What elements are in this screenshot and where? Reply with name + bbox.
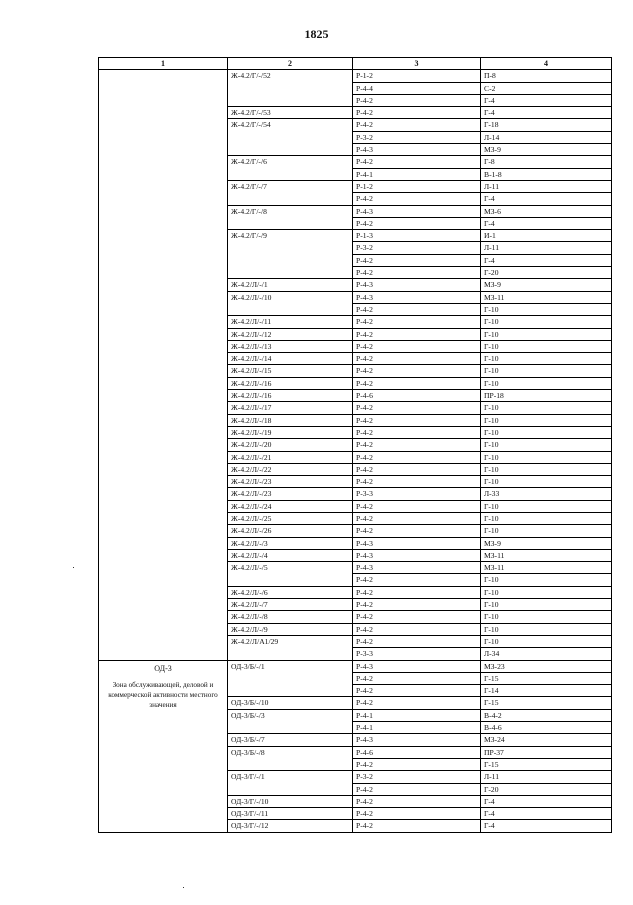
parameter-code-cell: ПР-37 bbox=[481, 746, 612, 758]
parameter-code-cell: Г-4 bbox=[481, 94, 612, 106]
regulation-code-cell: Р-4-6 bbox=[353, 390, 481, 402]
regulation-code-cell: Р-1-2 bbox=[353, 70, 481, 82]
header-row bbox=[99, 58, 612, 70]
parameter-code-cell: Г-14 bbox=[481, 685, 612, 697]
table-body bbox=[99, 70, 612, 832]
regulation-code-cell: Р-4-2 bbox=[353, 119, 481, 131]
parameter-code-cell: МЗ-11 bbox=[481, 291, 612, 303]
regulation-code-cell: Р-3-2 bbox=[353, 242, 481, 254]
parameter-code-cell: Г-4 bbox=[481, 820, 612, 832]
parameter-code-cell: Г-10 bbox=[481, 316, 612, 328]
parameter-code-cell: Г-10 bbox=[481, 586, 612, 598]
zone-cell bbox=[99, 660, 228, 832]
parameter-code-cell: Г-4 bbox=[481, 193, 612, 205]
regulation-code-cell: Р-4-2 bbox=[353, 500, 481, 512]
regulation-code-cell: Р-4-3 bbox=[353, 291, 481, 303]
zone-subcode-cell: Ж-4.2/Л/-/12 bbox=[228, 328, 353, 340]
regulation-code-cell: Р-4-2 bbox=[353, 107, 481, 119]
regulation-code-cell: Р-4-2 bbox=[353, 783, 481, 795]
zone-subcode-cell: ОД-3/Б/-/10 bbox=[228, 697, 353, 709]
parameter-code-cell: Г-4 bbox=[481, 107, 612, 119]
parameter-code-cell: Г-10 bbox=[481, 463, 612, 475]
parameter-code-cell: Л-33 bbox=[481, 488, 612, 500]
zone-cell bbox=[99, 70, 228, 660]
parameter-code-cell: Л-11 bbox=[481, 242, 612, 254]
zone-subcode-cell: Ж-4.2/Л/-/23 bbox=[228, 476, 353, 488]
regulation-code-cell: Р-4-2 bbox=[353, 365, 481, 377]
zone-subcode-cell: Ж-4.2/Л/-/26 bbox=[228, 525, 353, 537]
regulation-code-cell: Р-4-3 bbox=[353, 537, 481, 549]
regulation-code-cell: Р-4-2 bbox=[353, 611, 481, 623]
parameter-code-cell: Г-20 bbox=[481, 783, 612, 795]
regulation-code-cell: Р-4-1 bbox=[353, 168, 481, 180]
regulation-code-cell: Р-4-2 bbox=[353, 193, 481, 205]
zone-subcode-cell: Ж-4.2/Л/-/8 bbox=[228, 611, 353, 623]
regulation-code-cell: Р-4-2 bbox=[353, 254, 481, 266]
zoning-table bbox=[98, 57, 612, 833]
zone-subcode-cell: Ж-4.2/Л/-/11 bbox=[228, 316, 353, 328]
parameter-code-cell: Г-10 bbox=[481, 635, 612, 647]
regulation-code-cell: Р-4-2 bbox=[353, 451, 481, 463]
parameter-code-cell: МЗ-11 bbox=[481, 562, 612, 574]
zone-code: ОД-3 bbox=[154, 663, 172, 673]
column-header: 1 bbox=[99, 58, 228, 70]
zone-subcode-cell: Ж-4.2/Г/-/53 bbox=[228, 107, 353, 119]
regulation-code-cell: Р-4-2 bbox=[353, 94, 481, 106]
parameter-code-cell: Г-4 bbox=[481, 808, 612, 820]
zone-subcode-cell: Ж-4.2/Л/-/7 bbox=[228, 599, 353, 611]
regulation-code-cell: Р-4-6 bbox=[353, 746, 481, 758]
page-number: 1825 bbox=[304, 27, 329, 41]
parameter-code-cell: МЗ-23 bbox=[481, 660, 612, 672]
regulation-code-cell: Р-1-3 bbox=[353, 230, 481, 242]
regulation-code-cell: Р-3-3 bbox=[353, 488, 481, 500]
parameter-code-cell: МЗ-9 bbox=[481, 279, 612, 291]
zone-subcode-cell: Ж-4.2/Л/-/3 bbox=[228, 537, 353, 549]
zone-subcode-cell: ОД-3/Г/-/12 bbox=[228, 820, 353, 832]
regulation-code-cell: Р-4-2 bbox=[353, 586, 481, 598]
parameter-code-cell: Г-4 bbox=[481, 254, 612, 266]
zone-subcode-cell: Ж-4.2/Г/-/6 bbox=[228, 156, 353, 181]
regulation-code-cell: Р-4-2 bbox=[353, 820, 481, 832]
regulation-code-cell: Р-4-4 bbox=[353, 82, 481, 94]
zone-subcode-cell: Ж-4.2/Г/-/8 bbox=[228, 205, 353, 230]
parameter-code-cell: Г-20 bbox=[481, 267, 612, 279]
parameter-code-cell: Г-10 bbox=[481, 599, 612, 611]
zone-subcode-cell: Ж-4.2/Л/-/24 bbox=[228, 500, 353, 512]
column-header: 3 bbox=[353, 58, 481, 70]
regulation-code-cell: Р-4-2 bbox=[353, 635, 481, 647]
zone-subcode-cell: Ж-4.2/Л/-/22 bbox=[228, 463, 353, 475]
parameter-code-cell: Г-10 bbox=[481, 439, 612, 451]
regulation-code-cell: Р-4-2 bbox=[353, 808, 481, 820]
zone-subcode-cell: Ж-4.2/Л/-/16 bbox=[228, 390, 353, 402]
parameter-code-cell: В-4-6 bbox=[481, 722, 612, 734]
regulation-code-cell: Р-4-2 bbox=[353, 377, 481, 389]
parameter-code-cell: Г-10 bbox=[481, 328, 612, 340]
parameter-code-cell: Г-18 bbox=[481, 119, 612, 131]
parameter-code-cell: МЗ-11 bbox=[481, 549, 612, 561]
parameter-code-cell: В-4-2 bbox=[481, 709, 612, 721]
parameter-code-cell: Г-10 bbox=[481, 623, 612, 635]
table-row bbox=[99, 660, 612, 672]
parameter-code-cell: Г-10 bbox=[481, 611, 612, 623]
zone-subcode-cell: Ж-4.2/Л/-/14 bbox=[228, 353, 353, 365]
zone-subcode-cell: Ж-4.2/Л/-/13 bbox=[228, 340, 353, 352]
zone-subcode-cell: Ж-4.2/Л/-/9 bbox=[228, 623, 353, 635]
parameter-code-cell: Г-15 bbox=[481, 697, 612, 709]
zone-description: Зона обслуживающей, деловой и коммерческой активности местного значения bbox=[108, 680, 218, 709]
parameter-code-cell: Л-14 bbox=[481, 131, 612, 143]
parameter-code-cell: Г-10 bbox=[481, 365, 612, 377]
regulation-code-cell: Р-4-3 bbox=[353, 279, 481, 291]
regulation-code-cell: Р-4-2 bbox=[353, 316, 481, 328]
regulation-code-cell: Р-4-2 bbox=[353, 414, 481, 426]
regulation-code-cell: Р-4-2 bbox=[353, 512, 481, 524]
zone-subcode-cell: Ж-4.2/Л/-/21 bbox=[228, 451, 353, 463]
parameter-code-cell: С-2 bbox=[481, 82, 612, 94]
regulation-code-cell: Р-4-2 bbox=[353, 599, 481, 611]
regulation-code-cell: Р-4-2 bbox=[353, 353, 481, 365]
parameter-code-cell: Л-34 bbox=[481, 648, 612, 660]
zone-subcode-cell: ОД-3/Б/-/3 bbox=[228, 709, 353, 734]
regulation-code-cell: Р-4-2 bbox=[353, 463, 481, 475]
regulation-code-cell: Р-4-2 bbox=[353, 574, 481, 586]
parameter-code-cell: Г-8 bbox=[481, 156, 612, 168]
regulation-code-cell: Р-4-2 bbox=[353, 328, 481, 340]
parameter-code-cell: Г-15 bbox=[481, 758, 612, 770]
zone-subcode-cell: Ж-4.2/Г/-/54 bbox=[228, 119, 353, 156]
zone-subcode-cell: Ж-4.2/Л/А1/29 bbox=[228, 635, 353, 660]
parameter-code-cell: Г-15 bbox=[481, 672, 612, 684]
column-header: 4 bbox=[481, 58, 612, 70]
regulation-code-cell: Р-4-2 bbox=[353, 402, 481, 414]
zone-subcode-cell: Ж-4.2/Л/-/10 bbox=[228, 291, 353, 316]
parameter-code-cell: Г-10 bbox=[481, 303, 612, 315]
parameter-code-cell: Г-4 bbox=[481, 217, 612, 229]
parameter-code-cell: ПР-18 bbox=[481, 390, 612, 402]
regulation-code-cell: Р-4-2 bbox=[353, 217, 481, 229]
zone-subcode-cell: Ж-4.2/Л/-/15 bbox=[228, 365, 353, 377]
regulation-code-cell: Р-4-2 bbox=[353, 439, 481, 451]
zone-subcode-cell: Ж-4.2/Г/-/7 bbox=[228, 180, 353, 205]
regulation-code-cell: Р-3-3 bbox=[353, 648, 481, 660]
parameter-code-cell: МЗ-9 bbox=[481, 144, 612, 156]
parameter-code-cell: МЗ-9 bbox=[481, 537, 612, 549]
regulation-code-cell: Р-4-2 bbox=[353, 758, 481, 770]
parameter-code-cell: Г-10 bbox=[481, 426, 612, 438]
zone-subcode-cell: ОД-3/Г/-/11 bbox=[228, 808, 353, 820]
zone-subcode-cell: ОД-3/Б/-/7 bbox=[228, 734, 353, 746]
zone-subcode-cell: Ж-4.2/Л/-/18 bbox=[228, 414, 353, 426]
parameter-code-cell: Г-10 bbox=[481, 377, 612, 389]
parameter-code-cell: Г-10 bbox=[481, 500, 612, 512]
regulation-code-cell: Р-4-2 bbox=[353, 685, 481, 697]
zone-subcode-cell: Ж-4.2/Л/-/19 bbox=[228, 426, 353, 438]
parameter-code-cell: Г-10 bbox=[481, 574, 612, 586]
parameter-code-cell: Г-10 bbox=[481, 451, 612, 463]
regulation-code-cell: Р-4-3 bbox=[353, 205, 481, 217]
zone-subcode-cell: ОД-3/Б/-/8 bbox=[228, 746, 353, 771]
parameter-code-cell: Г-10 bbox=[481, 525, 612, 537]
regulation-code-cell: Р-4-3 bbox=[353, 549, 481, 561]
zone-subcode-cell: ОД-3/Б/-/1 bbox=[228, 660, 353, 697]
regulation-code-cell: Р-3-2 bbox=[353, 771, 481, 783]
zone-subcode-cell: ОД-3/Г/-/10 bbox=[228, 795, 353, 807]
table-row bbox=[99, 70, 612, 82]
parameter-code-cell: Г-4 bbox=[481, 795, 612, 807]
regulation-code-cell: Р-3-2 bbox=[353, 131, 481, 143]
parameter-code-cell: П-8 bbox=[481, 70, 612, 82]
zone-subcode-cell: Ж-4.2/Л/-/6 bbox=[228, 586, 353, 598]
regulation-code-cell: Р-4-2 bbox=[353, 672, 481, 684]
regulation-code-cell: Р-4-1 bbox=[353, 722, 481, 734]
zone-subcode-cell: Ж-4.2/Л/-/5 bbox=[228, 562, 353, 587]
parameter-code-cell: Л-11 bbox=[481, 180, 612, 192]
regulation-code-cell: Р-4-2 bbox=[353, 426, 481, 438]
parameter-code-cell: Г-10 bbox=[481, 512, 612, 524]
parameter-code-cell: Г-10 bbox=[481, 476, 612, 488]
zone-subcode-cell: Ж-4.2/Л/-/1 bbox=[228, 279, 353, 291]
zone-subcode-cell: Ж-4.2/Л/-/16 bbox=[228, 377, 353, 389]
parameter-code-cell: Г-10 bbox=[481, 402, 612, 414]
regulation-code-cell: Р-4-2 bbox=[353, 340, 481, 352]
regulation-code-cell: Р-4-3 bbox=[353, 734, 481, 746]
zone-subcode-cell: Ж-4.2/Л/-/17 bbox=[228, 402, 353, 414]
zone-subcode-cell: Ж-4.2/Л/-/4 bbox=[228, 549, 353, 561]
regulation-code-cell: Р-4-2 bbox=[353, 303, 481, 315]
regulation-code-cell: Р-4-2 bbox=[353, 697, 481, 709]
regulation-code-cell: Р-4-2 bbox=[353, 795, 481, 807]
regulation-code-cell: Р-4-3 bbox=[353, 660, 481, 672]
parameter-code-cell: МЗ-6 bbox=[481, 205, 612, 217]
parameter-code-cell: Г-10 bbox=[481, 414, 612, 426]
regulation-code-cell: Р-4-2 bbox=[353, 267, 481, 279]
zone-subcode-cell: ОД-3/Г/-/1 bbox=[228, 771, 353, 796]
regulation-code-cell: Р-4-2 bbox=[353, 623, 481, 635]
regulation-code-cell: Р-1-2 bbox=[353, 180, 481, 192]
regulation-code-cell: Р-4-3 bbox=[353, 562, 481, 574]
regulation-code-cell: Р-4-3 bbox=[353, 144, 481, 156]
parameter-code-cell: В-1-8 bbox=[481, 168, 612, 180]
regulation-code-cell: Р-4-2 bbox=[353, 156, 481, 168]
parameter-code-cell: Г-10 bbox=[481, 340, 612, 352]
parameter-code-cell: И-1 bbox=[481, 230, 612, 242]
regulation-code-cell: Р-4-2 bbox=[353, 476, 481, 488]
zone-subcode-cell: Ж-4.2/Л/-/23 bbox=[228, 488, 353, 500]
regulation-code-cell: Р-4-1 bbox=[353, 709, 481, 721]
parameter-code-cell: Г-10 bbox=[481, 353, 612, 365]
zone-subcode-cell: Ж-4.2/Г/-/9 bbox=[228, 230, 353, 279]
zone-subcode-cell: Ж-4.2/Л/-/20 bbox=[228, 439, 353, 451]
zone-subcode-cell: Ж-4.2/Л/-/25 bbox=[228, 512, 353, 524]
column-header: 2 bbox=[228, 58, 353, 70]
parameter-code-cell: МЗ-24 bbox=[481, 734, 612, 746]
zone-subcode-cell: Ж-4.2/Г/-/52 bbox=[228, 70, 353, 107]
parameter-code-cell: Л-11 bbox=[481, 771, 612, 783]
regulation-code-cell: Р-4-2 bbox=[353, 525, 481, 537]
